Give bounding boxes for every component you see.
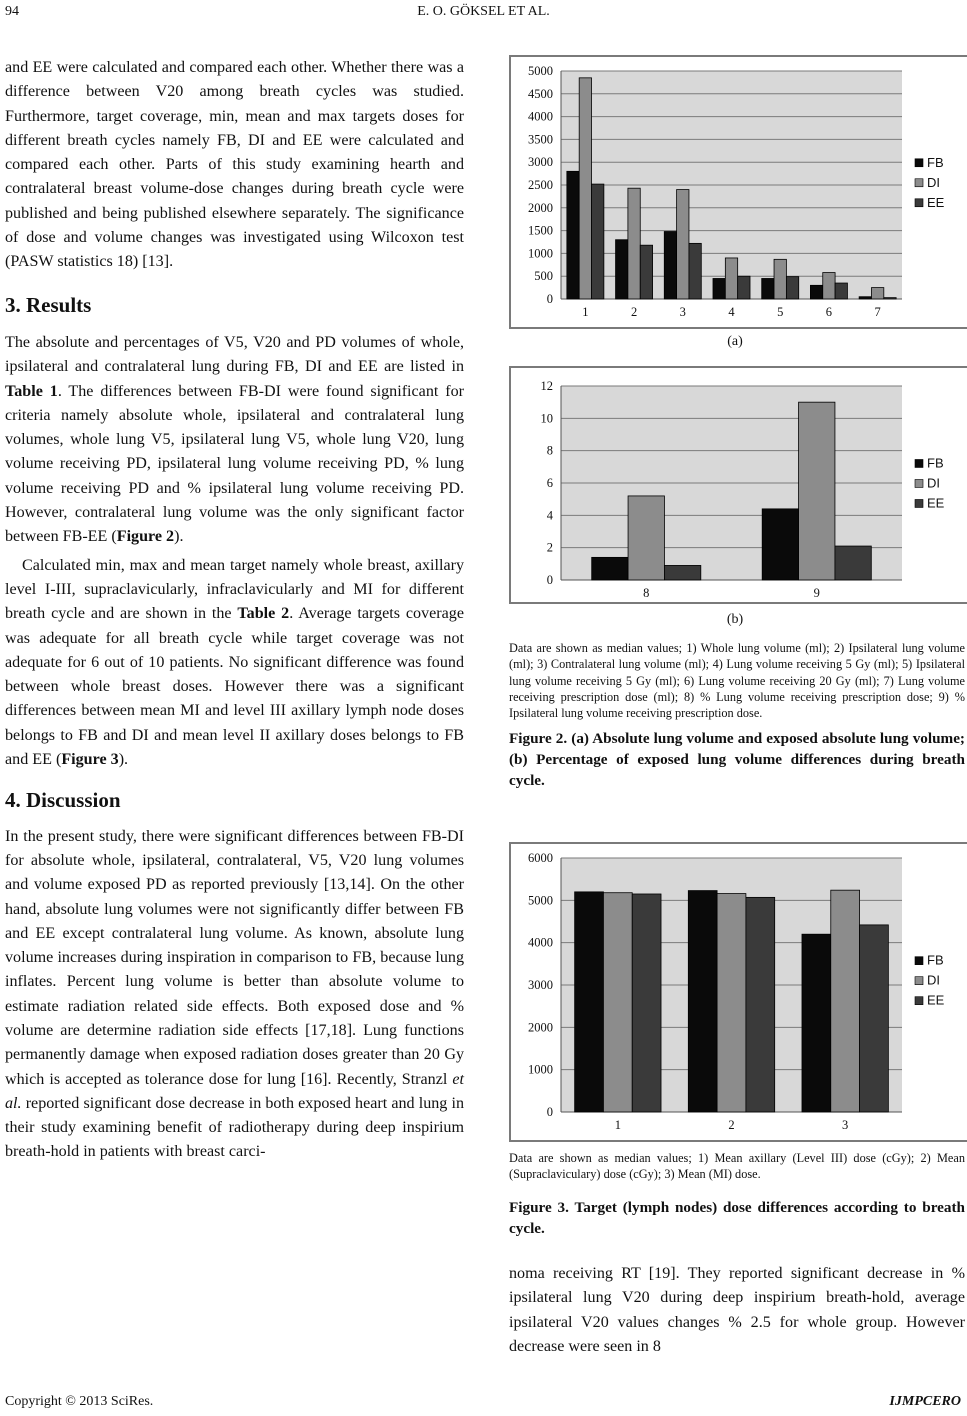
bar-ee-4 — [738, 276, 750, 299]
y-tick-label: 10 — [540, 411, 553, 426]
bar-ee-2 — [640, 245, 652, 299]
figure-3-data-note: Data are shown as median values; 1) Mean axillary (Level III) dose (cGy); 2) Mean (Supraclaviculary) dose (cGy); 3) Mean (MI) dose. — [509, 1151, 965, 1182]
legend-label-di: DI — [927, 972, 940, 988]
table-2-ref[interactable]: Table 2 — [237, 605, 290, 623]
y-tick-label: 8 — [546, 443, 553, 458]
right-column-text: noma receiving RT [19]. They reported significant decrease in % ipsilateral lung V20 during deep inspirium breath-hold, average ipsilateral V20 values changes % 2.5 for whole group. However decrease were seen in 8 — [509, 1265, 965, 1355]
legend-swatch-di — [915, 179, 923, 187]
bar-fb-2 — [616, 240, 628, 299]
legend-label-ee: EE — [927, 194, 945, 210]
y-tick-label: 3000 — [528, 155, 553, 170]
x-tick-label: 9 — [813, 586, 820, 600]
legend-label-ee: EE — [927, 495, 945, 511]
page-number: 94 — [5, 4, 19, 19]
x-tick-label: 4 — [728, 305, 735, 319]
bar-fb-1 — [575, 892, 604, 1112]
x-tick-label: 8 — [643, 586, 650, 600]
results-heading: 3. Results — [5, 292, 92, 317]
y-tick-label: 2000 — [528, 1020, 553, 1035]
y-tick-label: 5000 — [528, 64, 553, 78]
figure-2a-chart — [509, 55, 967, 329]
bar-ee-6 — [835, 283, 847, 299]
bar-di-2 — [628, 188, 640, 299]
x-tick-label: 3 — [842, 1118, 849, 1132]
y-tick-label: 6000 — [528, 851, 553, 865]
x-tick-label: 6 — [825, 305, 833, 319]
y-tick-label: 1500 — [528, 223, 553, 238]
y-tick-label: 3000 — [528, 978, 553, 992]
y-tick-label: 5000 — [528, 893, 553, 908]
y-tick-label: 0 — [546, 573, 553, 587]
y-tick-label: 500 — [534, 269, 553, 284]
bar-ee-1 — [632, 894, 661, 1112]
discussion-paragraph: In the present study, there were significant differences between FB-DI for absolute whole, ipsilateral, contralateral, V5, V20 lung volumes and volume exposed PD as reported previously [13,14]. On the other hand, absolute lung volumes were not significantly differ between FB and EE except contralateral lung volume. As known, absolute lung volume increases during inspiration in comparison to FB, because lung inflates. Percent lung volume is better than absolute volume to estimate radiation related side effects. Both exposed dose and % volume are determine radiation side effects [17,18]. Lung functions permanently damage when exposed radiation doses greater than 20 Gy which is accepted as tolerance dose for lung [16]. Recently, Stranzl et al. reported significant dose decrease in both exposed heart and lung in their study examining benefit of radiotherapy during deep inspirium breath-hold in patients with breast carci- — [5, 827, 464, 1161]
figure-2b-chart — [509, 366, 967, 604]
y-tick-label: 0 — [546, 292, 553, 306]
figure-3-caption: Figure 3. Target (lymph nodes) dose differences according to breath cycle. — [509, 1199, 965, 1237]
x-tick-label: 1 — [582, 305, 589, 319]
bar-ee-3 — [689, 243, 701, 299]
bar-fb-4 — [713, 278, 725, 299]
figure-2-caption: Figure 2. (a) Absolute lung volume and exposed absolute lung volume; (b) Percentage of exposed lung volume differences during breath cycle. — [509, 730, 965, 789]
legend-label-di: DI — [927, 174, 940, 190]
page-header — [0, 2, 967, 24]
legend-label-ee: EE — [927, 992, 945, 1008]
legend-swatch-di — [915, 977, 923, 985]
bar-ee-1 — [592, 184, 604, 299]
legend-label-fb: FB — [927, 952, 944, 968]
x-tick-label: 7 — [874, 305, 881, 319]
legend-swatch-fb — [915, 459, 923, 467]
methods-paragraph-end: and EE were calculated and compared each other. Whether there was a difference between V20 among breath cycles was studied. Furthermore, target coverage, min, mean and max targets doses for different breath cycles namely FB, DI and EE were calculated and compared each other. Parts of this study examining hearth and contralateral breast volume-dose changes during breath cycle were published and being published elsewhere separately. The significance of dose and volume changes was investigated using Wilcoxon test (PASW statistics 18) [13]. — [5, 59, 464, 271]
y-tick-label: 2000 — [528, 200, 553, 215]
bar-fb-6 — [810, 285, 822, 299]
figure-2a-svg — [511, 57, 967, 327]
y-tick-label: 6 — [546, 476, 553, 490]
bar-fb-3 — [802, 934, 831, 1112]
bar-di-8 — [628, 496, 664, 580]
y-tick-label: 4000 — [528, 935, 553, 950]
legend-swatch-ee — [915, 499, 923, 507]
bar-di-4 — [725, 258, 737, 299]
y-tick-label: 4 — [546, 508, 553, 523]
bar-di-9 — [799, 402, 835, 580]
figure-2b-label: (b) — [726, 612, 744, 627]
bar-ee-9 — [835, 546, 871, 580]
bar-ee-2 — [746, 897, 775, 1112]
bar-fb-5 — [762, 278, 774, 299]
y-tick-label: 2500 — [528, 178, 553, 192]
bar-di-1 — [603, 893, 632, 1112]
y-tick-label: 1000 — [528, 246, 553, 261]
y-tick-label: 12 — [540, 379, 553, 393]
bar-di-3 — [831, 890, 860, 1112]
figure-3-ref[interactable]: Figure 3 — [61, 751, 119, 769]
bar-ee-8 — [664, 565, 700, 580]
results-paragraph-2: Calculated min, max and mean target namely whole breast, axillary level I-III, supraclavicularly, infraclavicularly and MI for different breath cycle and are shown in the Table 2. Average targets coverage was adequate for all breath cycle while target coverage was not adequate for 6 out of 10 patients. No significant difference was found between whole breast doses. However there was a significant differences between mean MI and level III axillary lymph node doses belongs to FB and DI and mean level II axillary doses belongs to FB and EE (Figure 3). — [5, 556, 464, 769]
x-tick-label: 5 — [777, 305, 784, 319]
figure-2b-svg — [511, 368, 967, 602]
bar-di-1 — [579, 78, 591, 299]
legend-label-fb: FB — [927, 455, 944, 471]
bar-ee-3 — [860, 925, 889, 1112]
bar-di-3 — [677, 190, 689, 299]
results-paragraph-1: The absolute and percentages of V5, V20 and PD volumes of whole, ipsilateral and contralateral lung during FB, DI and EE are listed in Table 1. The differences between FB-DI were found significant for criteria namely absolute whole, ipsilateral and contralateral lung volumes, whole lung V5, ipsilateral lung V5, whole lung V20, lung volume receiving PD, ipsilateral lung volume receiving PD, % lung volume receiving PD and % ipsilateral lung volume receiving PD. However, contralateral lung volume was the only significant factor between FB-EE (Figure 2). — [5, 333, 464, 546]
figure-2-ref[interactable]: Figure 2 — [116, 528, 175, 546]
discussion-heading: 4. Discussion — [5, 788, 121, 813]
bar-fb-1 — [567, 171, 579, 299]
y-tick-label: 3500 — [528, 132, 553, 147]
y-tick-label: 2 — [546, 540, 553, 555]
bar-fb-3 — [664, 232, 676, 299]
x-tick-label: 1 — [614, 1118, 621, 1132]
y-tick-label: 4000 — [528, 109, 553, 124]
y-tick-label: 1000 — [528, 1062, 553, 1077]
figure-3-svg — [511, 844, 967, 1140]
x-tick-label: 2 — [630, 305, 638, 319]
bar-di-5 — [774, 259, 786, 299]
y-tick-label: 0 — [546, 1105, 553, 1119]
legend-swatch-di — [915, 479, 923, 487]
x-tick-label: 3 — [679, 305, 686, 319]
bar-di-6 — [823, 273, 835, 299]
bar-fb-2 — [688, 891, 717, 1112]
footer-copyright: Copyright © 2013 SciRes. — [5, 1394, 154, 1409]
table-1-ref[interactable]: Table 1 — [5, 382, 58, 400]
bar-ee-7 — [884, 298, 896, 299]
bar-di-2 — [717, 894, 746, 1112]
legend-swatch-fb — [915, 957, 923, 965]
y-tick-label: 4500 — [528, 86, 553, 101]
legend-swatch-ee — [915, 997, 923, 1005]
legend-swatch-ee — [915, 199, 923, 207]
bar-di-7 — [871, 288, 883, 299]
figure-3-chart — [509, 842, 967, 1142]
figure-2-data-note: Data are shown as median values; 1) Whole lung volume (ml); 2) Ipsilateral lung volume (ml); 3) Contralateral lung volume (ml); 4) Lung volume receiving 5 Gy (ml); 5) Ipsilateral lung volume receiving 5 Gy (ml); 6) Lung volume receiving 20 Gy (ml); 7) Lung volume receiving prescription dose (ml); 8) % Lung volume receiving prescription dose; 9) % Ipsilateral lung volume receiving prescription dose. — [509, 641, 965, 721]
x-tick-label: 2 — [728, 1118, 735, 1132]
left-column — [5, 56, 464, 1165]
bar-fb-9 — [762, 509, 798, 580]
legend-swatch-fb — [915, 159, 923, 167]
legend-label-di: DI — [927, 475, 940, 491]
figure-2a-label: (a) — [727, 334, 743, 349]
bar-ee-5 — [786, 277, 798, 299]
footer-journal: IJMPCERO — [889, 1394, 961, 1409]
bar-fb-8 — [592, 557, 628, 580]
legend-label-fb: FB — [927, 154, 944, 170]
running-title: E. O. GÖKSEL ET AL. — [417, 4, 550, 19]
bar-fb-7 — [859, 297, 871, 299]
